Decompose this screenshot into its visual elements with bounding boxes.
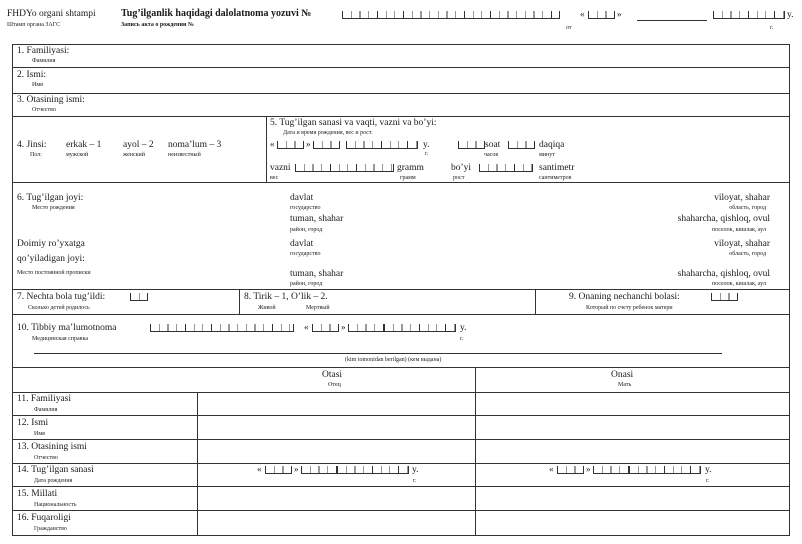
mother-dob-year-sub: г.: [706, 478, 710, 484]
residence-sub: Место постоянной прописки: [17, 270, 91, 276]
birth-day-cells[interactable]: [277, 141, 304, 149]
father-header: Otasi: [322, 370, 343, 380]
birth-month-cells[interactable]: [313, 141, 340, 149]
alive-sub: Живой: [258, 305, 276, 311]
cert-quote-open: «: [304, 322, 309, 332]
field-3-sub: Отчество: [32, 107, 56, 113]
mother-dob-day[interactable]: [557, 466, 584, 474]
field-9-sub: Который по счету ребенок матери: [586, 305, 673, 311]
field-1-sub: Фамилия: [32, 58, 56, 64]
field-7-sub: Сколько детей родилось: [28, 305, 90, 311]
residence-settlement-sub: поселок, кишлак, аул: [711, 281, 766, 287]
form-title-sub: Запись акта о рождении №: [121, 22, 194, 28]
residence-label-1: Doimiy ro’yxatga: [17, 239, 85, 249]
record-year-cells[interactable]: [713, 11, 785, 19]
record-from-sub: от: [566, 25, 572, 31]
birth-settlement[interactable]: shaharcha, qishloq, ovul: [677, 214, 770, 224]
gender-unknown-sub: неизвестный: [168, 152, 201, 158]
gender-female[interactable]: ayol – 2: [123, 140, 154, 150]
father-dob-quote-close: »: [294, 464, 299, 474]
residence-country-sub: государство: [290, 251, 321, 257]
quote-close: »: [617, 9, 622, 19]
residence-region[interactable]: viloyat, shahar: [714, 239, 770, 249]
row-16-label: 16. Fuqaroligi: [17, 513, 71, 523]
cert-month-cells[interactable]: [348, 324, 384, 332]
issued-by-line[interactable]: [34, 353, 722, 354]
birth-region-sub: область, город: [729, 205, 766, 211]
dead-sub: Мертвый: [306, 305, 330, 311]
birth-quote-close: »: [306, 139, 311, 149]
cert-year-cells[interactable]: [384, 324, 456, 332]
father-dob-year[interactable]: [337, 466, 409, 474]
vazni-label: vazni: [270, 163, 291, 173]
stamp-sub: Штамп органа ЗАГС: [7, 22, 61, 28]
residence-label-2: qo’yiladigan joyi:: [17, 254, 85, 264]
father-dob-year-mark: y.: [412, 465, 419, 475]
soat-label: soat: [485, 140, 501, 150]
father-dob-quote-open: «: [257, 464, 262, 474]
boyi-sub: рост: [453, 175, 465, 181]
field-8-label: 8. Tirik – 1, O’lik – 2.: [244, 292, 328, 302]
record-year-sub: г.: [770, 25, 774, 31]
field-1-label: 1. Familiyasi:: [17, 46, 70, 56]
gramm-label: gramm: [397, 163, 424, 173]
cert-year-mark: y.: [460, 323, 467, 333]
gender-male-sub: мужской: [66, 152, 89, 158]
row-12-sub: Имя: [34, 431, 45, 437]
weight-cells[interactable]: [295, 164, 394, 172]
children-count-cells[interactable]: [130, 293, 148, 301]
birth-year-sub: г.: [425, 151, 429, 157]
mother-dob-year-mark: y.: [705, 465, 712, 475]
father-dob-year-sub: г.: [413, 478, 417, 484]
gender-unknown[interactable]: noma’lum – 3: [168, 140, 222, 150]
mother-dob-quote-open: «: [549, 464, 554, 474]
child-order-cells[interactable]: [711, 293, 738, 301]
father-dob-month[interactable]: [301, 466, 337, 474]
soat-sub: часов: [484, 152, 499, 158]
field-2-sub: Имя: [32, 82, 43, 88]
residence-district[interactable]: tuman, shahar: [290, 269, 344, 279]
father-header-sub: Отец: [328, 382, 341, 388]
field-5-label: 5. Tug’ilgan sanasi va vaqti, vazni va bo’yi:: [270, 118, 437, 128]
gramm-sub: грамм: [400, 175, 416, 181]
birth-hour-cells[interactable]: [458, 141, 485, 149]
height-cells[interactable]: [479, 164, 533, 172]
residence-region-sub: область, город: [729, 251, 766, 257]
record-number-cells[interactable]: [342, 11, 560, 19]
row-14-sub: Дата рождения: [34, 478, 73, 484]
field-4-sub: Пол:: [30, 152, 42, 158]
field-7-label: 7. Nechta bola tug’ildi:: [17, 292, 106, 302]
daqiqa-label: daqiqa: [539, 140, 565, 150]
field-4-label: 4. Jinsi:: [17, 140, 47, 150]
birth-minute-cells[interactable]: [508, 141, 535, 149]
record-year-mark: y.: [787, 10, 794, 20]
mother-dob-year[interactable]: [629, 466, 701, 474]
row-13-label: 13. Otasining ismi: [17, 442, 87, 452]
field-5-sub: Дата и время рождения, вес и рост.: [283, 130, 373, 136]
row-11-sub: Фамилия: [34, 407, 58, 413]
gender-male[interactable]: erkak – 1: [66, 140, 102, 150]
vazni-sub: вес: [270, 175, 279, 181]
field-6-sub: Место рождения: [32, 205, 75, 211]
mother-dob-quote-close: »: [586, 464, 591, 474]
field-10-sub: Медицинская справка: [32, 336, 89, 342]
record-day-cells[interactable]: [588, 11, 615, 19]
field-2-label: 2. Ismi:: [17, 70, 47, 80]
row-14-label: 14. Tug’ilgan sanasi: [17, 465, 94, 475]
row-11-label: 11. Familiyasi: [17, 394, 72, 404]
record-month-line[interactable]: [637, 20, 707, 21]
birth-country-sub: государство: [290, 205, 321, 211]
santimetr-sub: сантиметров: [539, 175, 572, 181]
birth-district-sub: район, город: [290, 227, 323, 233]
row-16-sub: Гражданство: [34, 526, 67, 532]
birth-district[interactable]: tuman, shahar: [290, 214, 344, 224]
birth-country[interactable]: davlat: [290, 193, 314, 203]
quote-open: «: [580, 9, 585, 19]
boyi-label: bo’yi: [451, 163, 472, 173]
birth-settlement-sub: поселок, кишлак, аул: [711, 227, 766, 233]
field-9-label: 9. Onaning nechanchi bolasi:: [569, 292, 680, 302]
field-10-label: 10. Tibbiy ma’lumotnoma: [17, 323, 117, 333]
field-3-label: 3. Otasining ismi:: [17, 95, 85, 105]
birth-quote-open: «: [270, 139, 275, 149]
birth-year-cells[interactable]: [346, 141, 418, 149]
mother-dob-month[interactable]: [593, 466, 629, 474]
row-12-label: 12. Ismi: [17, 418, 49, 428]
issued-by-sub: (kim tomonidan berilgan) (кем выдана): [345, 357, 442, 363]
mother-header: Onasi: [611, 370, 634, 380]
father-dob-day[interactable]: [265, 466, 292, 474]
gender-female-sub: женский: [123, 152, 145, 158]
stamp-label: FHDYo organi shtampi: [7, 9, 96, 19]
residence-settlement[interactable]: shaharcha, qishloq, ovul: [677, 269, 770, 279]
form-title: Tug’ilganlik haqidagi dalolatnoma yozuvi №: [121, 8, 312, 19]
cert-quote-close: »: [341, 322, 346, 332]
daqiqa-sub: минут: [539, 152, 555, 158]
birth-region[interactable]: viloyat, shahar: [714, 193, 770, 203]
residence-country[interactable]: davlat: [290, 239, 314, 249]
birth-year-mark: y.: [423, 140, 430, 150]
residence-district-sub: район, город: [290, 281, 323, 287]
row-15-label: 15. Millati: [17, 489, 58, 499]
row-13-sub: Отчество: [34, 455, 58, 461]
cert-day-cells[interactable]: [312, 324, 339, 332]
mother-header-sub: Мать: [618, 382, 632, 388]
certificate-number-cells[interactable]: [150, 324, 294, 332]
santimetr-label: santimetr: [539, 163, 575, 173]
field-6-label: 6. Tug’ilgan joyi:: [17, 193, 84, 203]
cert-year-sub: г.: [460, 336, 464, 342]
row-15-sub: Национальность: [34, 502, 77, 508]
